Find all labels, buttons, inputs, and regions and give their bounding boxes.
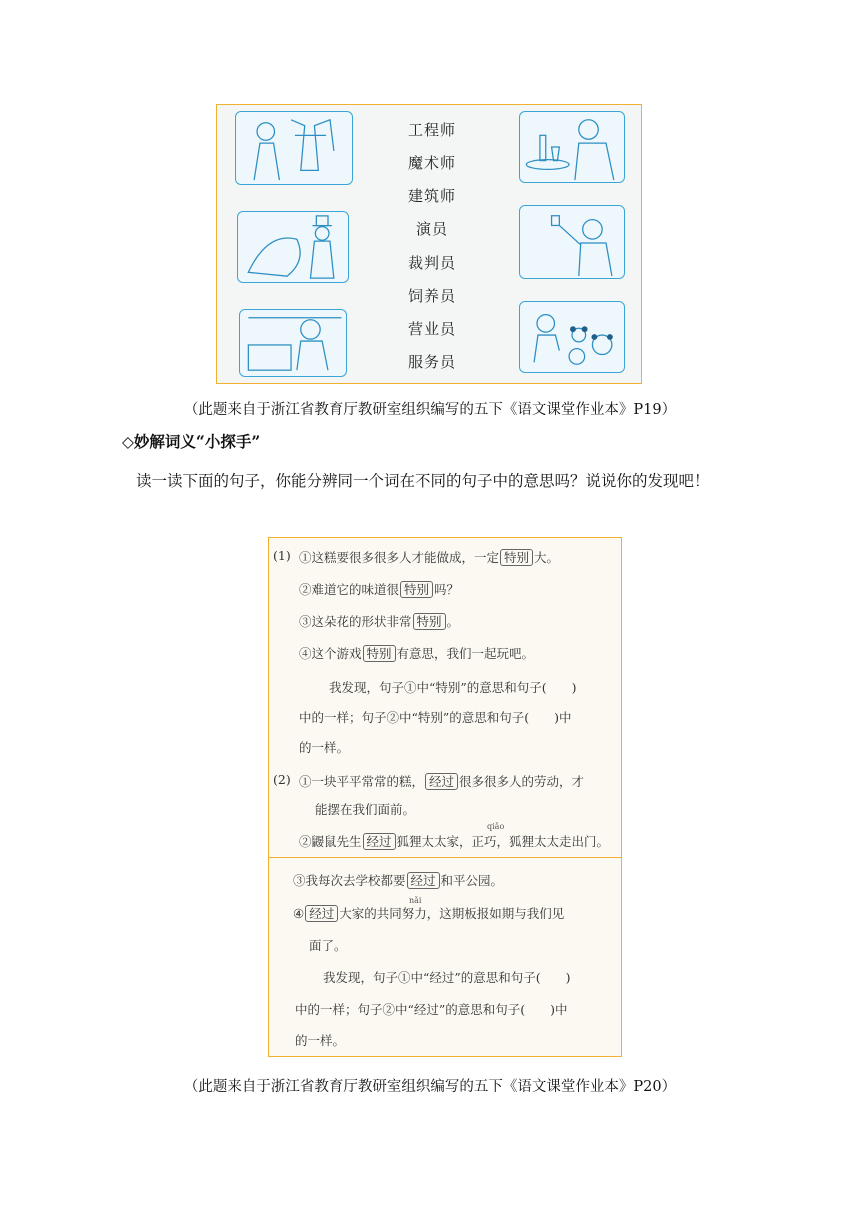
sentence-text: ④	[293, 906, 305, 921]
q2-finding-2: 中的一样；句子②中“经过”的意思和句子( )中	[295, 1002, 568, 1017]
q1-finding-1: 我发现，句子①中“特别”的意思和句子( )	[329, 680, 577, 695]
pinyin-annotation: nǎi	[409, 896, 422, 905]
shop-assistant-illustration	[239, 309, 347, 377]
sentence-text: 吗？	[434, 582, 460, 597]
q1-number: (1)	[273, 548, 291, 563]
keyword-box: 特别	[500, 549, 533, 566]
sentence-text: 很多很多人的劳动，才	[459, 774, 585, 789]
job-matching-figure	[216, 104, 642, 384]
job-word: 裁判员	[407, 254, 456, 272]
q1-sentence-3	[299, 612, 459, 630]
referee-illustration	[519, 205, 625, 279]
pinyin-annotation: qiǎo	[487, 822, 505, 831]
q1-finding-2: 中的一样；句子②中“特别”的意思和句子( )中	[299, 710, 572, 725]
q2-finding-3: 的一样。	[295, 1033, 346, 1048]
sentence-text: ①一块平平常常的糕，	[299, 774, 425, 789]
waiter-illustration	[519, 111, 625, 183]
job-word: 工程师	[407, 121, 456, 139]
q1-sentence-2	[299, 580, 459, 598]
keyword-box: 特别	[413, 613, 446, 630]
job-word: 营业员	[407, 320, 456, 338]
keyword-box: 经过	[305, 905, 338, 922]
sentence-text: ③这朵花的形状非常	[299, 614, 412, 629]
q2-finding-1: 我发现，句子①中“经过”的意思和句子( )	[323, 970, 571, 985]
sentence-text: ④这个游戏	[299, 646, 362, 661]
job-word: 服务员	[407, 353, 456, 371]
keyword-box: 经过	[407, 872, 440, 889]
q2-sentence-1a	[299, 772, 584, 790]
magician-illustration	[237, 211, 349, 283]
job-word: 演员	[415, 220, 448, 238]
section-heading: ◇妙解词义“小探手”	[122, 432, 261, 451]
sentence-text: 。	[446, 614, 460, 629]
figure2-caption: （此题来自于浙江省教育厅教研室组织编写的五下《语文课堂作业本》P20）	[183, 1079, 677, 1095]
tailor-illustration	[235, 111, 353, 185]
word-meaning-exercise	[268, 537, 622, 1057]
sentence-text: 有意思，我们一起玩吧。	[396, 646, 535, 661]
zookeeper-illustration	[519, 301, 625, 373]
keyword-box: 特别	[363, 645, 396, 662]
q2-sentence-2	[299, 832, 609, 850]
q2-sentence-1b: 能摆在我们面前。	[315, 802, 416, 817]
sentence-text: 狐狸太太家，正巧，狐狸太太走出门。	[396, 834, 610, 849]
q1-sentence-4	[299, 644, 534, 662]
job-word-list	[377, 117, 487, 377]
sentence-text: 大家的共同努力，这期板报如期与我们见	[339, 906, 565, 921]
job-word: 饲养员	[407, 287, 456, 305]
q2-sentence-3	[293, 871, 503, 889]
keyword-box: 经过	[425, 773, 458, 790]
sentence-text: ①这糕要很多很多人才能做成，一定	[299, 550, 500, 565]
sentence-text: ②难道它的味道很	[299, 582, 400, 597]
sentence-text: ②鼹鼠先生	[299, 834, 362, 849]
q2-sentence-4b: 面了。	[309, 938, 347, 953]
keyword-box: 特别	[400, 581, 433, 598]
q1-sentence-1	[299, 548, 559, 566]
keyword-box: 经过	[363, 833, 396, 850]
sentence-text: 和平公园。	[440, 873, 504, 888]
instruction-paragraph: 读一读下面的句子，你能分辨同一个词在不同的句子中的意思吗？说说你的发现吧！	[136, 472, 710, 490]
figure1-caption: （此题来自于浙江省教育厅教研室组织编写的五下《语文课堂作业本》P19）	[183, 402, 677, 418]
q1-finding-3: 的一样。	[299, 740, 350, 755]
q2-sentence-4a	[293, 904, 564, 922]
section-divider	[269, 857, 621, 858]
sentence-text: 大。	[534, 550, 560, 565]
sentence-text: ③我每次去学校都要	[293, 873, 406, 888]
job-word: 建筑师	[407, 187, 456, 205]
job-word: 魔术师	[407, 154, 456, 172]
q2-number: (2)	[273, 772, 291, 787]
